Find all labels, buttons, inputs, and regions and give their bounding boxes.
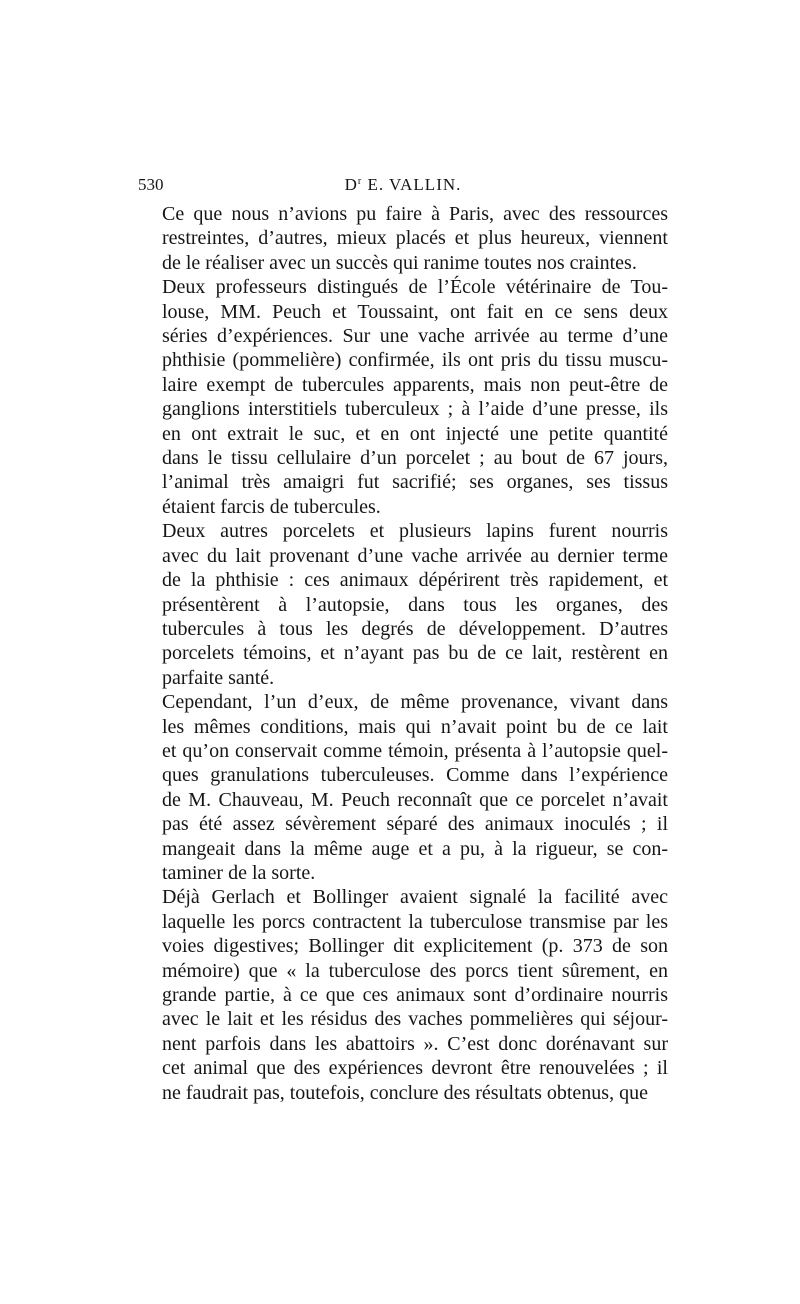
text-line: de la phthisie : ces animaux dépérirent très rapidement, et xyxy=(162,569,668,592)
text-line: en ont extrait le suc, et en ont injecté une petite quantité xyxy=(162,422,668,445)
text-line: Ce que nous n’avions pu faire à Paris, avec des ressources xyxy=(162,203,668,225)
text-line: pas été assez sévèrement séparé des animaux inoculés ; il xyxy=(162,813,668,836)
running-title xyxy=(138,172,668,198)
body-text xyxy=(138,202,668,1105)
text-line: Cependant, l’un d’eux, de même provenance, vivant dans xyxy=(162,691,668,714)
text-line: porcelets témoins, et n’ayant pas bu de ce lait, restèrent en xyxy=(162,642,668,665)
text-line: étaient farcis de tubercules. xyxy=(162,495,381,518)
paragraph xyxy=(138,519,668,690)
text-line: louse, MM. Peuch et Toussaint, ont fait en ce sens deux xyxy=(162,300,668,323)
text-line: et qu’on conservait comme témoin, présenta à l’autopsie quel- xyxy=(162,739,668,762)
text-line: voies digestives; Bollinger dit explicitement (p. 373 de son xyxy=(162,935,668,958)
text-line: séries d’expériences. Sur une vache arrivée au terme d’une xyxy=(162,325,668,348)
text-line: tubercules à tous les degrés de développement. D’autres xyxy=(162,617,668,640)
text-line: restreintes, d’autres, mieux placés et plus heureux, viennent xyxy=(162,227,668,250)
text-line: ganglions interstitiels tuberculeux ; à l’aide d’une presse, ils xyxy=(162,398,668,421)
text-line: de M. Chauveau, M. Peuch reconnaît que ce porcelet n’avait xyxy=(162,788,668,811)
text-line: laquelle les porcs contractent la tuberculose transmise par les xyxy=(162,910,668,933)
text-line: grande partie, à ce que ces animaux sont d’ordinaire nourris xyxy=(162,984,668,1006)
running-head xyxy=(138,172,668,198)
text-line: cet animal que des expériences devront être renouvelées ; il xyxy=(162,1057,668,1080)
text-line: laire exempt de tubercules apparents, mais non peut-être de xyxy=(162,373,668,396)
author-superscript: r xyxy=(357,176,363,187)
text-line: ques granulations tuberculeuses. Comme dans l’expérience xyxy=(162,764,668,787)
page-number: 530 xyxy=(138,175,164,194)
paragraph xyxy=(138,202,668,275)
text-line: Déjà Gerlach et Bollinger avaient signalé la facilité avec xyxy=(162,886,668,909)
text-line: dans le tissu cellulaire d’un porcelet ; au bout de 67 jours, xyxy=(162,447,668,470)
text-line: phthisie (pommelière) confirmée, ils ont pris du tissu muscu- xyxy=(162,349,668,372)
text-line: avec le lait et les résidus des vaches pommelières qui séjour- xyxy=(162,1008,668,1031)
text-line: parfaite santé. xyxy=(162,666,275,689)
paragraph xyxy=(138,690,668,885)
text-line: les mêmes conditions, mais qui n’avait point bu de ce lait xyxy=(162,715,668,738)
author-name: E. VALLIN. xyxy=(367,175,462,194)
text-line: avec du lait provenant d’une vache arrivée au dernier terme xyxy=(162,544,668,567)
paragraph xyxy=(138,275,668,519)
text-line: mémoire) que « la tuberculose des porcs tient sûrement, en xyxy=(162,959,668,982)
paragraph xyxy=(138,885,668,1105)
text-line: nent parfois dans les abattoirs ». C’est donc dorénavant sur xyxy=(162,1032,668,1055)
text-line: mangeait dans la même auge et a pu, à la rigueur, se con- xyxy=(162,837,668,860)
text-line: présentèrent à l’autopsie, dans tous les organes, des xyxy=(162,593,668,616)
text-line: ne faudrait pas, toutefois, conclure des résultats obtenus, que xyxy=(162,1081,648,1104)
text-line: de le réaliser avec un succès qui ranime toutes nos craintes. xyxy=(162,251,637,274)
text-line: l’animal très amaigri fut sacrifié; ses organes, ses tissus xyxy=(162,471,668,494)
author-prefix: D xyxy=(344,175,358,194)
text-line: Deux professeurs distingués de l’École vétérinaire de Tou- xyxy=(162,276,668,299)
text-line: taminer de la sorte. xyxy=(162,861,316,884)
text-line: Deux autres porcelets et plusieurs lapins furent nourris xyxy=(162,520,668,543)
